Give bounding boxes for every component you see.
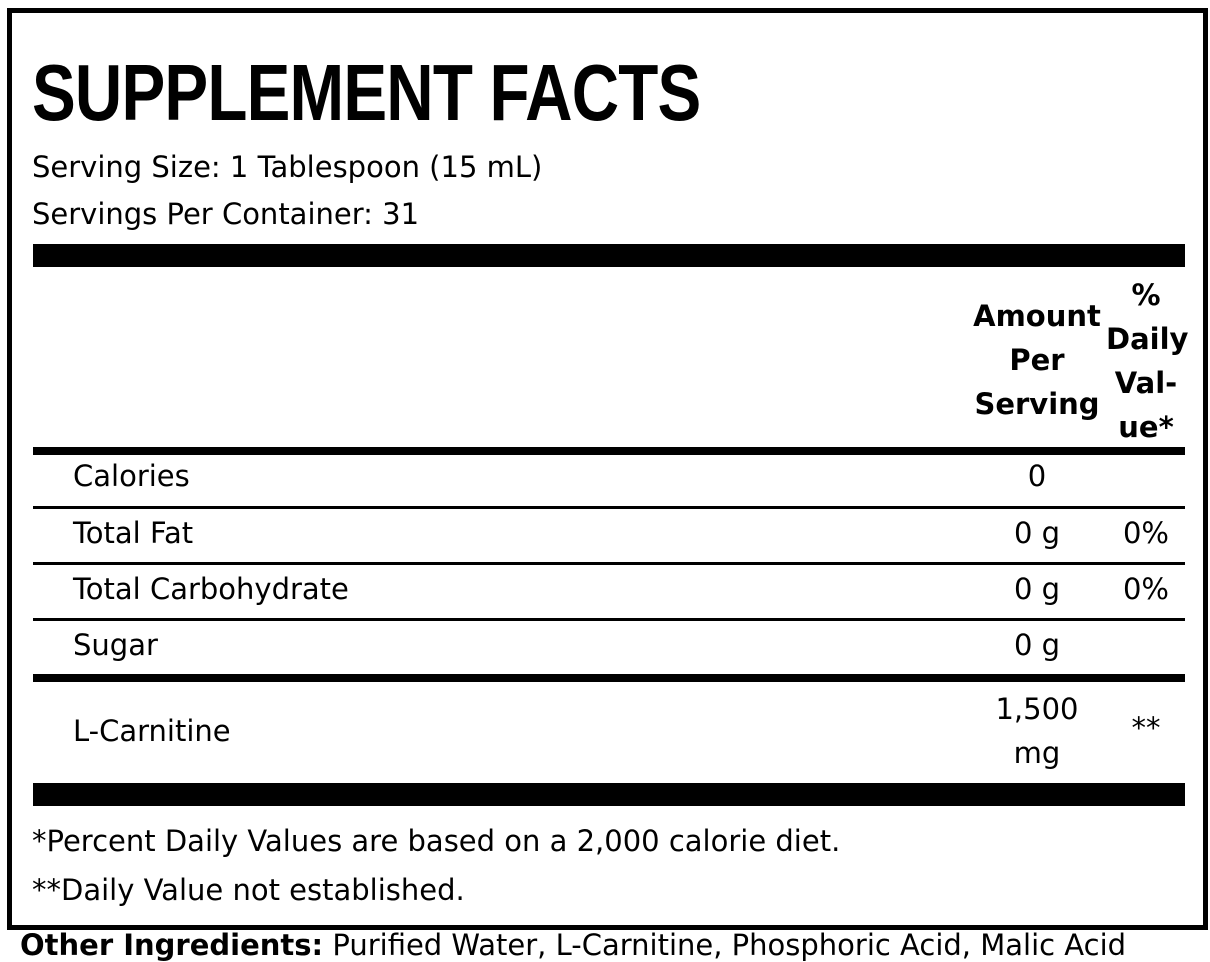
nutrient-amount (962, 687, 1112, 775)
nutrient-name: Total Fat (73, 516, 194, 550)
nutrient-amount: 0 g (1013, 516, 1061, 550)
nutrient-daily-value: ** (1131, 711, 1161, 745)
amount-per-serving-header (969, 294, 1105, 426)
row-divider (33, 506, 1185, 509)
amount-line: 1,500 (995, 692, 1079, 726)
row-divider (33, 562, 1185, 565)
dv-header-line: Daily (1106, 322, 1189, 356)
header-divider (33, 447, 1185, 455)
other-ingredients-label: Other Ingredients: (20, 928, 324, 962)
footnote-percent-daily: *Percent Daily Values are based on a 2,000 calorie diet. (32, 824, 841, 858)
amount-header-line: Per (1009, 343, 1065, 377)
top-thick-divider (33, 244, 1185, 267)
supplement-facts-panel (7, 8, 1208, 930)
dv-header-line: Val- (1114, 366, 1178, 400)
nutrient-name: Sugar (73, 628, 158, 662)
nutrient-amount: 0 g (1013, 572, 1061, 606)
amount-line: mg (1013, 736, 1061, 770)
row-divider (33, 618, 1185, 621)
nutrient-daily-value: 0% (1122, 572, 1169, 606)
servings-per-container: Servings Per Container: 31 (32, 197, 420, 231)
nutrient-name: Total Carbohydrate (73, 572, 349, 606)
nutrient-name: L-Carnitine (73, 714, 231, 748)
footnote-not-established: **Daily Value not established. (32, 873, 465, 907)
nutrient-amount: 0 (1027, 459, 1047, 493)
section-divider (33, 674, 1185, 682)
nutrient-amount: 0 g (1013, 628, 1061, 662)
other-ingredients (20, 928, 1126, 962)
panel-title: SUPPLEMENT FACTS (32, 48, 701, 137)
serving-size: Serving Size: 1 Tablespoon (15 mL) (32, 150, 543, 184)
amount-header-line: Amount (973, 299, 1101, 333)
nutrient-name: Calories (73, 459, 190, 493)
dv-header-line: % (1131, 278, 1161, 312)
dv-header-line: ue* (1118, 410, 1174, 444)
amount-header-line: Serving (974, 387, 1100, 421)
nutrient-daily-value: 0% (1122, 516, 1169, 550)
daily-value-header (1106, 273, 1189, 449)
bottom-thick-divider (33, 783, 1185, 806)
other-ingredients-text: Purified Water, L-Carnitine, Phosphoric Acid, Malic Acid (332, 928, 1127, 962)
